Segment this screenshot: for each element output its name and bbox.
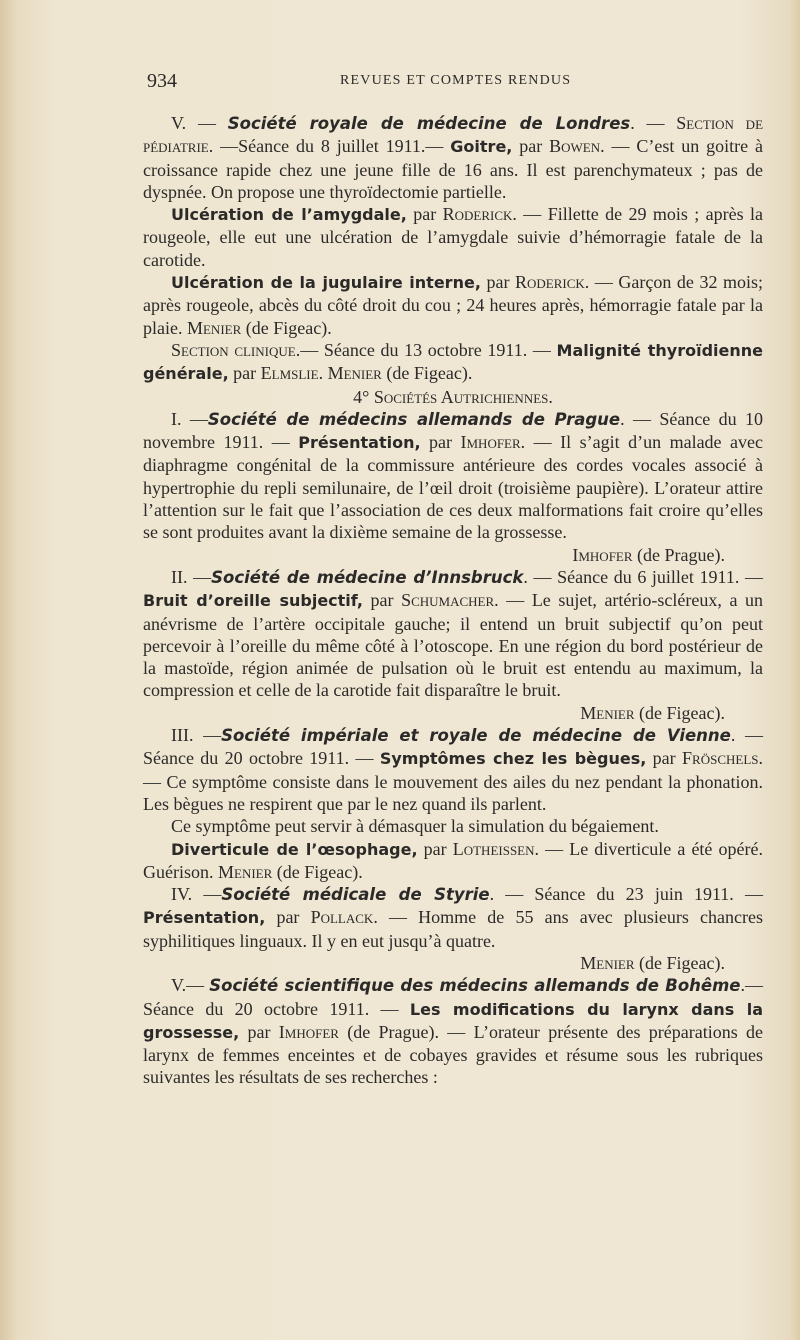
text-run: (de Figeac). [381, 363, 473, 384]
text-run: . — Séance du 10 novembre 1911. — [143, 408, 764, 453]
bold-title: Ulcération de la jugulaire interne, [171, 273, 481, 293]
text-run: (de Prague). — L’orateur présente des préparations de larynx de femmes enceintes et de cobayes gravides et résume sous les rubriques suivantes les résultats de ses recherches : [143, 1021, 763, 1088]
paragraph [143, 974, 763, 1088]
text-run: . — C’est un goitre à croissance rapide chez une jeune fille de 16 ans. Il est parenchymateux ; pas de dyspnée. On propose une thyroïdectomie partielle. [143, 136, 763, 202]
small-caps-name: Menier [580, 702, 635, 723]
paragraph [143, 203, 763, 271]
small-caps-name: Roderick [442, 204, 513, 225]
signature-line [143, 544, 763, 566]
bold-title: Les modifications du larynx dans la grossesse, [143, 999, 763, 1042]
text-run: .— Séance du 20 octobre 1911. — [143, 975, 763, 1019]
text-run: par [265, 907, 311, 928]
text-run: II. — [171, 566, 212, 587]
text-run: par [239, 1021, 279, 1042]
bold-title: Présentation, [298, 433, 421, 453]
small-caps-name: Menier [327, 363, 382, 384]
paragraph [143, 566, 763, 702]
text-run: . — Il s’agit d’un malade avec diaphragme congénital de la commissure antérieure des cordes vocales associé à hypertrophie du repli semilunaire, de l’œil droit (troisième paupière). L’orateur attire l’attention sur le fait que l’association de ces deux malformations fait croire qu’elles se sont produites avant la dixième semaine de la grossesse. [143, 432, 763, 543]
small-caps-name: Imhofer [572, 544, 633, 565]
text-run: III. — [171, 725, 222, 746]
paragraph [143, 339, 763, 386]
text-run: IV. — [171, 884, 222, 905]
text-run: (de Figeac). [634, 702, 725, 723]
small-caps-name: Menier [186, 317, 242, 338]
small-caps-name: Schumacher [401, 590, 495, 611]
small-caps-name: Menier [580, 952, 635, 973]
bold-title: Bruit d’oreille subjectif, [143, 591, 363, 611]
text-run: par [362, 590, 402, 611]
text-run: par [406, 204, 443, 225]
paragraph [143, 408, 763, 544]
bold-title: Symptômes chez les bègues, [379, 749, 647, 769]
signature-line [143, 702, 763, 724]
page-number: 934 [147, 70, 177, 92]
small-caps-name: Lotheissen [452, 838, 535, 859]
text-run: par [420, 432, 461, 453]
text-run: . [548, 386, 553, 407]
society-name: Société médicale de Styrie [221, 885, 490, 905]
text-run: (de Figeac). [241, 317, 332, 338]
text-run: . — Séance du 6 juillet 1911. — [523, 566, 763, 587]
text-run: . —Séance du 8 juillet 1911.— [208, 136, 451, 157]
small-caps-name: Imhofer [460, 432, 521, 453]
text-run: (de Figeac). [272, 861, 363, 882]
text-run: .— Séance du 13 octobre 1911. — [295, 339, 557, 360]
text-run: (de Prague). [632, 544, 725, 565]
text-run: . — Séance du 20 octobre 1911. — [143, 725, 764, 769]
text-run: par [228, 363, 261, 384]
text-run: . — Fillette de 29 mois ; après la rougeole, elle eut une ulcération de l’amygdale suivie d’hémorragie fatale de la carotide. [143, 204, 764, 270]
society-name: Société royale de médecine de Londres [227, 114, 631, 133]
society-name: Société scientifique des médecins allemands de Bohême [209, 976, 741, 996]
text-run: par [512, 136, 550, 157]
bold-title: Ulcération de l’amygdale, [171, 205, 407, 225]
paragraph [143, 838, 763, 884]
bold-title: Présentation, [143, 908, 266, 928]
small-caps-name: Sociétés Autrichiennes [373, 386, 549, 407]
text-column [143, 112, 763, 1089]
small-caps-name: Imhofer [278, 1021, 339, 1042]
paragraph [143, 815, 763, 837]
text-run: . [318, 363, 328, 384]
paragraph [143, 724, 763, 815]
paragraph [143, 883, 763, 952]
small-caps-name: Elmslie [260, 363, 319, 384]
text-run: par [646, 748, 683, 769]
paragraph [143, 112, 763, 203]
text-run: Ce symptôme peut servir à démasquer la simulation du bégaiement. [171, 816, 659, 837]
text-run: par [417, 838, 453, 859]
text-run: . — Le diverticule a été opéré. Guérison. [143, 838, 763, 882]
text-run: 4° [353, 386, 374, 407]
small-caps-name: Pollack [310, 907, 374, 928]
text-run: (de Figeac). [634, 952, 725, 973]
society-name: Société de médecins allemands de Prague [207, 409, 621, 429]
text-run: I. — [171, 408, 208, 429]
bold-title: Diverticule de l’œsophage, [171, 839, 418, 859]
small-caps-name: Section de pédiatrie [143, 113, 764, 157]
small-caps-name: Fröschels [682, 748, 759, 769]
text-run: . — Garçon de 32 mois; après rougeole, abcès du côté droit du cou ; 24 heures après, hémorragie fatale par la plaie. [143, 272, 764, 338]
text-run: V.— [171, 975, 210, 996]
society-name: Société de médecine d’Innsbruck [211, 567, 524, 587]
text-run: . — Homme de 55 ans avec plusieurs chancres syphilitiques linguaux. Il y en eut jusqu’à quatre. [143, 907, 763, 951]
small-caps-name: Roderick [515, 272, 585, 293]
text-run: par [480, 272, 515, 293]
running-head: REVUES ET COMPTES RENDUS [340, 73, 572, 88]
society-name: Société impériale et royale de médecine de Vienne [221, 726, 731, 746]
text-run: . — Séance du 23 juin 1911. — [489, 884, 763, 905]
page-header [0, 70, 800, 100]
small-caps-name: Section clinique [171, 339, 296, 360]
small-caps-name: Menier [218, 861, 273, 882]
bold-title: Goitre, [450, 137, 513, 157]
bold-title: Malignité thyroïdienne générale, [143, 340, 764, 384]
text-run: V. — [171, 113, 228, 133]
small-caps-name: Bowen [549, 136, 601, 157]
paragraph [143, 271, 763, 339]
text-run: . — Le sujet, artério-scléreux, a un anévrisme de l’artère occipitale gauche; il entend un bruit subjectif qu’on peut percevoir à l’oreille du même côté à l’otoscope. En une région du bord postérieur de la mastoïde, région animée de pulsation où le bruit est entendu au maximum, la compression et celle de la carotide fait disparaître le bruit. [143, 590, 764, 701]
signature-line [143, 952, 763, 974]
section-heading [143, 386, 763, 408]
text-run: . — Ce symptôme consiste dans le mouvement des ailes du nez pendant la phonation. Les bègues ne respirent que par le nez quand ils parlent. [143, 748, 763, 814]
text-run: . — [630, 113, 677, 133]
